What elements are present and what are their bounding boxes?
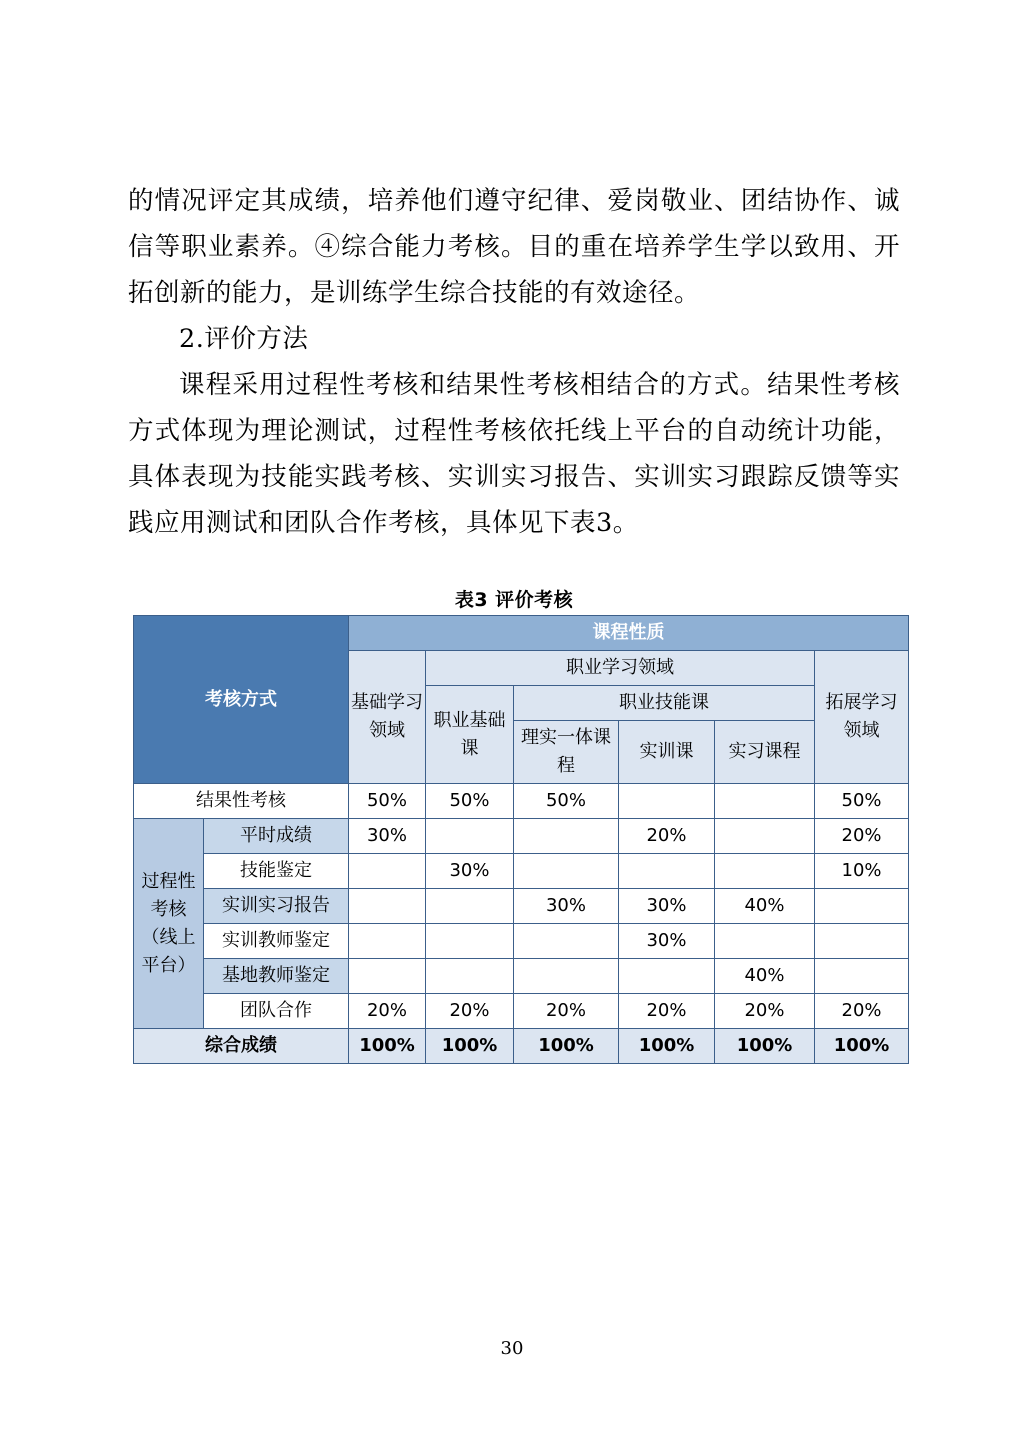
table-row: [134, 784, 909, 819]
header-vocational-skill: 职业技能课: [514, 686, 815, 721]
cell-value: [349, 924, 426, 959]
total-value: 100%: [426, 1029, 514, 1064]
cell-value: [619, 784, 715, 819]
row-label-training-report: 实训实习报告: [204, 889, 349, 924]
row-group-process-assessment: 过程性考核（线上平台）: [134, 819, 204, 1029]
cell-value: [715, 854, 815, 889]
cell-value: 20%: [815, 819, 909, 854]
cell-value: 30%: [619, 889, 715, 924]
header-basic-field: 基础学习领域: [349, 651, 426, 784]
header-practice-course: 实习课程: [715, 721, 815, 784]
cell-value: 50%: [815, 784, 909, 819]
cell-value: [715, 784, 815, 819]
header-method: 考核方式: [134, 616, 349, 784]
cell-value: 30%: [349, 819, 426, 854]
cell-value: 20%: [815, 994, 909, 1029]
table-row: [134, 959, 909, 994]
total-value: 100%: [619, 1029, 715, 1064]
cell-value: 50%: [514, 784, 619, 819]
cell-value: [815, 924, 909, 959]
cell-value: 20%: [619, 994, 715, 1029]
table-row: [134, 889, 909, 924]
table-row: [134, 819, 909, 854]
row-label-total-score: 综合成绩: [134, 1029, 349, 1064]
cell-value: 20%: [715, 994, 815, 1029]
total-value: 100%: [349, 1029, 426, 1064]
header-extended-field: 拓展学习领域: [815, 651, 909, 784]
cell-value: 20%: [514, 994, 619, 1029]
cell-value: [514, 959, 619, 994]
total-value: 100%: [715, 1029, 815, 1064]
cell-value: 20%: [426, 994, 514, 1029]
row-label-result-assessment: 结果性考核: [134, 784, 349, 819]
cell-value: [349, 889, 426, 924]
cell-value: 30%: [619, 924, 715, 959]
cell-value: [514, 924, 619, 959]
row-label-base-teacher-appraisal: 基地教师鉴定: [204, 959, 349, 994]
cell-value: 30%: [514, 889, 619, 924]
row-label-training-teacher-appraisal: 实训教师鉴定: [204, 924, 349, 959]
cell-value: 40%: [715, 959, 815, 994]
paragraph-1: 的情况评定其成绩，培养他们遵守纪律、爱岗敬业、团结协作、诚信等职业素养。④综合能力考核。目的重在培养学生学以致用、开拓创新的能力，是训练学生综合技能的有效途径。: [128, 186, 900, 308]
cell-value: [619, 854, 715, 889]
cell-value: [426, 889, 514, 924]
total-value: 100%: [815, 1029, 909, 1064]
row-label-skill-appraisal: 技能鉴定: [204, 854, 349, 889]
header-vocational-basic: 职业基础课: [426, 686, 514, 784]
paragraph-2: 2.评价方法: [179, 324, 309, 354]
paragraph-3: 课程采用过程性考核和结果性考核相结合的方式。结果性考核方式体现为理论测试，过程性考核依托线上平台的自动统计功能，具体表现为技能实践考核、实训实习报告、实训实习跟踪反馈等实践应用测试和团队合作考核，具体见下表3。: [128, 370, 900, 538]
row-label-team-cooperation: 团队合作: [204, 994, 349, 1029]
header-vocational-field: 职业学习领域: [426, 651, 815, 686]
cell-value: [514, 854, 619, 889]
cell-value: 40%: [715, 889, 815, 924]
cell-value: [426, 959, 514, 994]
table-total-row: [134, 1029, 909, 1064]
page-number: 30: [500, 1338, 524, 1359]
cell-value: 20%: [349, 994, 426, 1029]
cell-value: [815, 959, 909, 994]
header-integrated-course: 理实一体课程: [514, 721, 619, 784]
cell-value: [715, 924, 815, 959]
cell-value: [815, 889, 909, 924]
table-row: [134, 994, 909, 1029]
cell-value: [349, 854, 426, 889]
cell-value: [349, 959, 426, 994]
table-header-row-1: [134, 616, 909, 651]
body-text-block: [128, 178, 900, 546]
evaluation-table: [133, 615, 909, 1064]
row-label-usual-score: 平时成绩: [204, 819, 349, 854]
cell-value: [619, 959, 715, 994]
cell-value: 20%: [619, 819, 715, 854]
table-row: [134, 854, 909, 889]
table-caption: 表3 评价考核: [454, 589, 574, 611]
cell-value: 50%: [426, 784, 514, 819]
table-row: [134, 924, 909, 959]
cell-value: [426, 819, 514, 854]
header-course-nature: 课程性质: [349, 616, 909, 651]
cell-value: 30%: [426, 854, 514, 889]
cell-value: [514, 819, 619, 854]
total-value: 100%: [514, 1029, 619, 1064]
cell-value: [426, 924, 514, 959]
cell-value: 10%: [815, 854, 909, 889]
header-training-course: 实训课: [619, 721, 715, 784]
cell-value: 50%: [349, 784, 426, 819]
cell-value: [715, 819, 815, 854]
